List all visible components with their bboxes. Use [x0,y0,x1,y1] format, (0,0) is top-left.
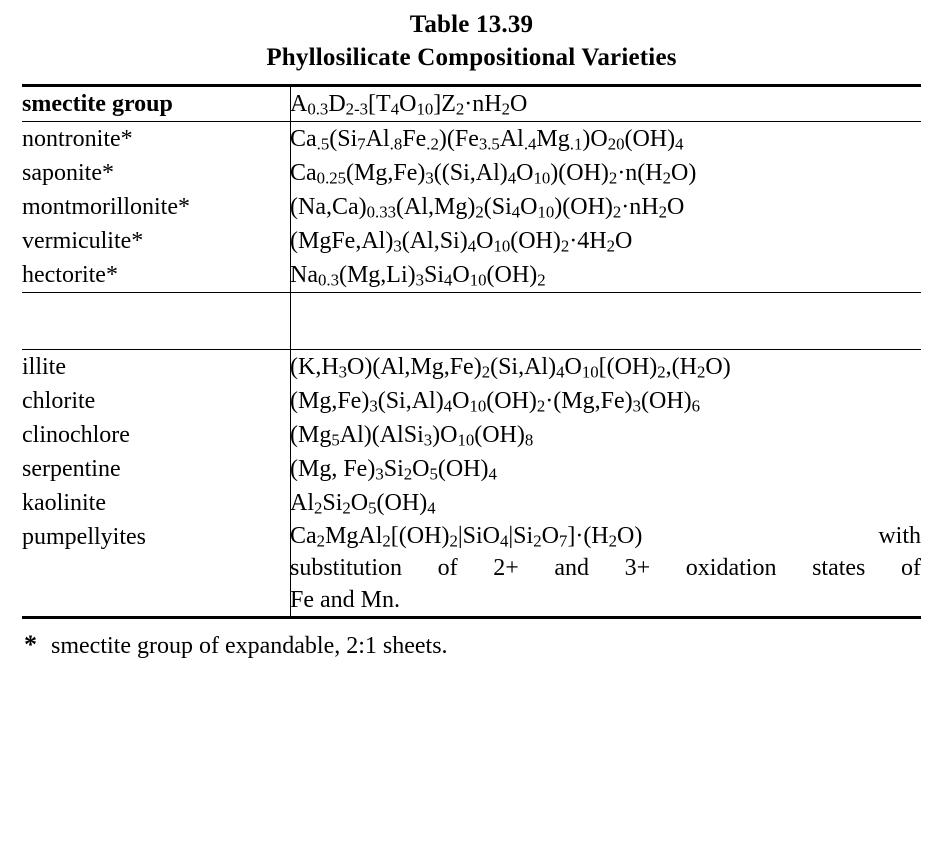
spacer-left [22,293,290,349]
header-formula-cell [290,87,921,121]
mineral-formula: (Mg, $Fe)_3Si_2O_5(OH)_4$ [290,456,497,484]
mineral-formula: $(Mg_5Al)(AlSi_3)O_{10}(OH)_8$ [290,422,534,450]
header-group-cell [22,87,290,121]
mineral-name: chlorite [22,388,96,414]
table-number: Table 13.39 [409,11,534,38]
smectite-group-label: smectite group [22,91,173,117]
mineral-name: illite [22,354,66,380]
mineral-name: hectorite* [22,262,118,288]
pumpellyite-note-tail: with [878,523,921,549]
header-table [22,87,921,121]
smectite-mineral-column [22,122,290,292]
mineral-formula: $Na_{0.3}(Mg,Li)_3Si_4O_{10}(OH)_2$ [290,262,546,290]
other-table [22,350,921,616]
pumpellyite-note-line2: substitution of 2+ and 3+ oxidation states of [290,555,921,581]
mineral-name: kaolinite [22,490,106,516]
footnote-marker: * [24,630,37,659]
footnote [22,629,921,662]
smectite-table [22,122,921,292]
mineral-formula: $Ca_{0.25}(Mg,Fe)_3((Si,Al)_4O_{10})(OH)_2\cdot n(H_2O)$ [290,160,697,188]
mineral-name: clinochlore [22,422,130,448]
pumpellyite-formula-block [290,520,921,616]
mineral-formula: $(K,H_3O)(Al,Mg,Fe)_2(Si,Al)_4O_{10}[(OH)_2,(H_2O)$ [290,354,731,382]
mineral-name: pumpellyites [22,524,146,550]
table-wrapper [22,84,921,619]
footnote-text: smectite group of expandable, 2:1 sheets. [51,633,448,659]
general-formula: $A_{0.3}D_{2-3}[T_4O_{10}]Z_2\cdot nH_2O$ [290,91,528,119]
table-row [22,350,921,616]
column-divider [290,84,291,619]
other-mineral-column [22,350,290,616]
mineral-name: saponite* [22,160,114,186]
smectite-formula-column [290,122,921,292]
mineral-formula: $(MgFe,Al)_3(Al,Si)_4O_{10}(OH)_2\cdot 4H_2O$ [290,228,633,256]
table-row-header [22,87,921,121]
spacer-right [290,293,921,349]
table-title: Phyllosilicate Compositional Varieties [266,44,677,71]
mineral-name: nontronite* [22,126,133,152]
spacer-table [22,293,921,349]
mineral-formula: $(Na,Ca)_{0.33}(Al,Mg)_2(Si_4O_{10})(OH)_2\cdot nH_2O$ [290,194,685,222]
pumpellyite-note-line3: Fe and Mn. [290,587,400,613]
mineral-formula: $Ca_{.5}(Si_7Al_{.8}Fe_{.2})(Fe_{3.5}Al_{.4}Mg_{.1})O_{20}(OH)_4$ [290,126,684,154]
title-block [22,0,921,74]
rule-bottom-thick [22,616,921,619]
mineral-formula: $(Mg,Fe)_3(Si,Al)_4O_{10}(OH)_2\cdot(Mg,Fe)_3(OH)_6$ [290,388,701,416]
other-formula-column [290,350,921,616]
mineral-formula: $Al_2Si_2O_5(OH)_4$ [290,490,436,518]
mineral-name: vermiculite* [22,228,144,254]
table-row [22,122,921,292]
table-row-spacer [22,293,921,349]
pumpellyite-formula-line: $Ca_2MgAl_2[(OH)_2|SiO_4|Si_2O_7]\cdot(H_2O)$ with [290,523,921,551]
mineral-name: serpentine [22,456,121,482]
mineral-name: montmorillonite* [22,194,190,220]
